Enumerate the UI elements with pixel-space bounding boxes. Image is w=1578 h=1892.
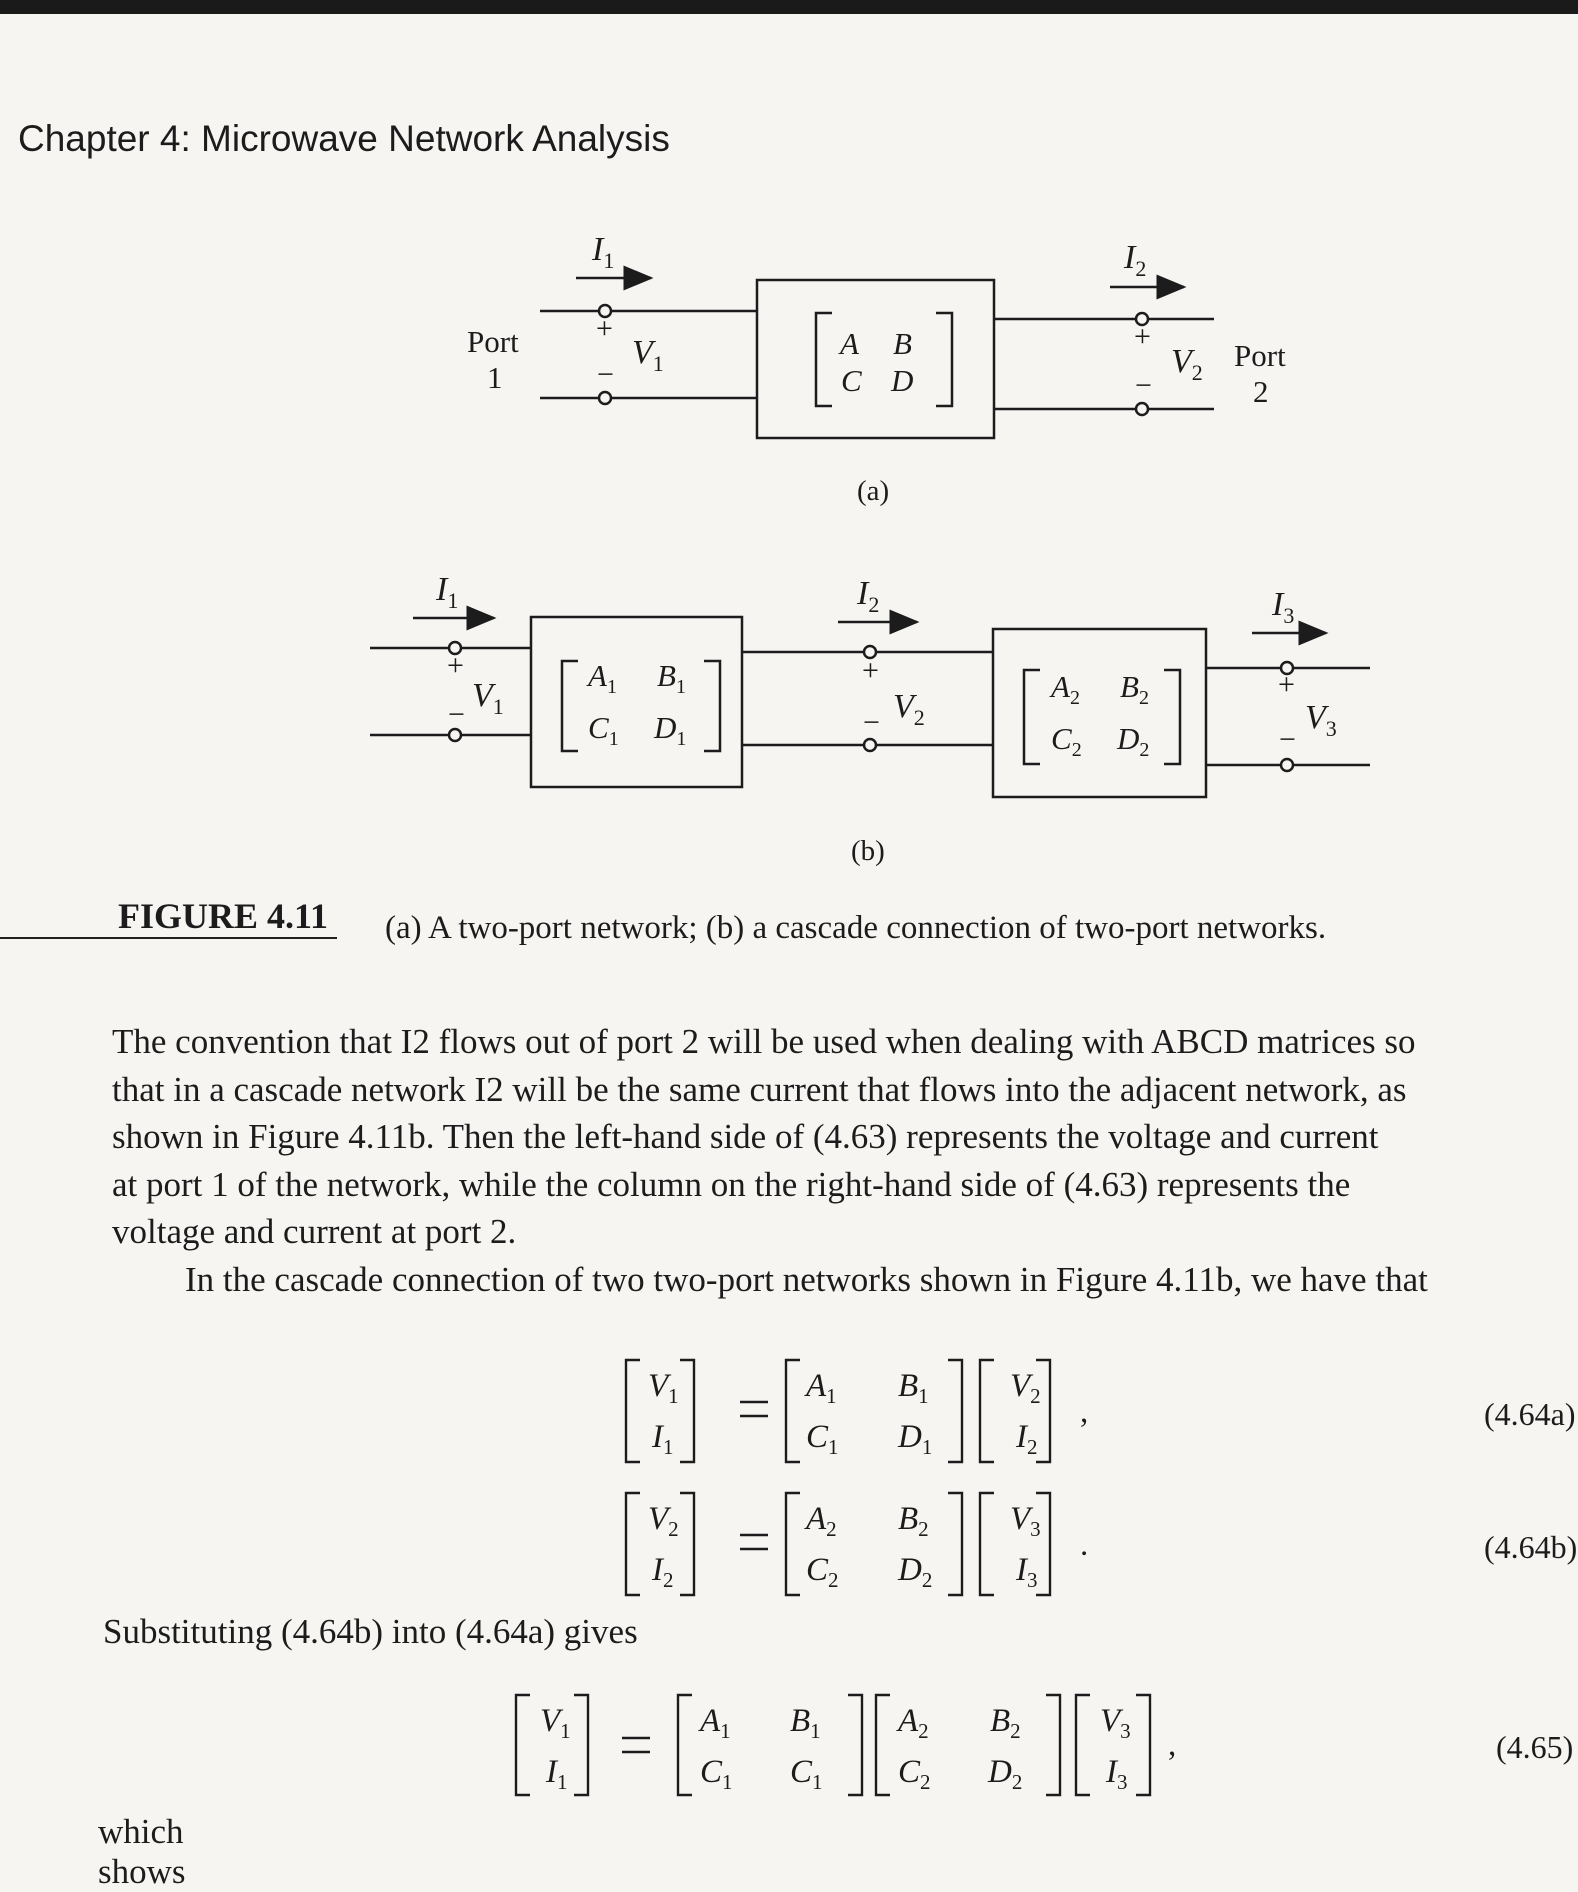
figure-b-matrix1-C: $C_1$ [588,710,619,750]
paragraph-1-line-1: The convention that I2 flows out of port 2 will be used when dealing with ABCD matrices so [112,1022,1416,1061]
figure-caption-text: (a) A two-port network; (b) a cascade connection of two-port networks. [385,910,1327,946]
figure-b-I1: $I_1$ [436,571,459,613]
figure-a-I2: $I_2$ [1124,239,1147,281]
figure-b-plus-2: + [862,654,879,687]
svg-text:V2: $V_2$ [648,1501,679,1541]
body-text [112,1018,1578,1303]
figure-b-matrix1-D: $D_1$ [654,710,687,750]
figure-b-V3: $V_3$ [1305,699,1337,741]
figure-b-matrix2-B: $B_2$ [1120,669,1149,709]
svg-text:C1: $C_1$ [790,1754,823,1794]
figure-a-port1-line1: Port [467,324,519,359]
svg-text:V3: $V_3$ [1010,1501,1041,1541]
figure-b-minus-1: − [448,698,465,731]
svg-text:V1: $V_1$ [648,1368,679,1408]
svg-text:C1: $C_1$ [700,1754,733,1794]
figure-a-minus-1: − [597,358,614,391]
svg-text:I3: $I_3$ [1016,1552,1038,1592]
figure-a-port2-line2: 2 [1253,374,1269,409]
figure-a-matrix-C: C [841,363,862,398]
equation-4-64a-label: (4.64a) [1484,1396,1576,1432]
svg-text:B1: $B_1$ [790,1703,821,1743]
equation-4-64a [0,1350,1578,1480]
figure-b-labels [435,571,1337,867]
figure-a-plus-1: + [596,312,613,345]
svg-text:I2: $I_2$ [1016,1419,1038,1459]
svg-text:V2: $V_2$ [1010,1368,1041,1408]
figure-a-I1: $I_1$ [592,231,615,273]
figure-b-I3: $I_3$ [1272,586,1295,628]
svg-text:A1: $A_1$ [700,1703,731,1743]
svg-text:C2: $C_2$ [806,1552,839,1592]
chapter-header: Chapter 4: Microwave Network Analysis [18,118,670,159]
paragraph-1-line-2: that in a cascade network I2 will be the same current that flows into the adjacent network, as [112,1069,1407,1109]
figure-a-port1-line2: 1 [487,360,503,395]
figure-a-V2: $V_2$ [1171,343,1203,385]
paragraph-1-line-4: at port 1 of the network, while the column on the right-hand side of (4.63) represents the [112,1164,1351,1204]
svg-text:A1: $A_1$ [806,1368,837,1408]
svg-text:A2: $A_2$ [806,1501,837,1541]
figure-a-matrix-D: D [891,363,914,398]
svg-text:V3: $V_3$ [1100,1703,1131,1743]
figure-caption-label: FIGURE 4.11 [118,896,329,936]
substituting-sentence: Substituting (4.64b) into (4.64a) gives [103,1612,638,1651]
svg-text:D1: $D_1$ [898,1419,933,1459]
equation-4-64b-trail: . [1080,1527,1089,1563]
figure-b-I2: $I_2$ [857,575,880,617]
caption-rule [0,937,337,939]
svg-text:B1: $B_1$ [898,1368,929,1408]
figure-a-matrix-A: A [840,326,859,361]
svg-text:I3: $I_3$ [1106,1754,1128,1794]
figure-a-matrix-B: B [893,326,912,361]
svg-text:A2: $A_2$ [898,1703,929,1743]
figure-a-port2-line1: Port [1234,338,1286,373]
equation-4-65 [0,1683,1578,1813]
equation-4-64a-trail: , [1080,1394,1089,1430]
scan-top-edge [0,0,1578,14]
figure-b-label: (b) [851,835,885,867]
figure-a-V1: $V_1$ [632,334,664,376]
svg-text:B2: $B_2$ [898,1501,929,1541]
svg-text:B2: $B_2$ [990,1703,1021,1743]
figure-b-matrix1-A: $A_1$ [588,658,617,698]
figure-a-label: (a) [857,475,890,507]
figure-b-matrix2-A: $A_2$ [1051,669,1080,709]
figure-b-matrix2-D: $D_2$ [1117,721,1150,761]
figure-b-V2: $V_2$ [893,688,925,730]
equation-4-65-trail: , [1168,1727,1177,1763]
figure-b-matrix1-B: $B_1$ [657,658,686,698]
svg-text:C2: $C_2$ [898,1754,931,1794]
figure-b-matrix2-C: $C_2$ [1051,721,1082,761]
paragraph-1-line-3: shown in Figure 4.11b. Then the left-hand side of (4.63) represents the voltage and current [112,1117,1379,1156]
equation-4-64b [0,1483,1578,1613]
paragraph-1-line-5: voltage and current at port 2. [112,1212,517,1251]
figure-b-plus-3: + [1278,668,1295,701]
svg-text:D2: $D_2$ [898,1552,933,1592]
figure-a-labels [467,231,1286,507]
figure-a-plus-2: + [1134,320,1151,353]
equation-4-64b-label: (4.64b) [1484,1529,1578,1565]
cut-off-line: which shows [98,1812,186,1891]
equation-4-65-label: (4.65) [1496,1729,1574,1765]
svg-text:D2: $D_2$ [988,1754,1023,1794]
svg-text:V1: $V_1$ [540,1703,571,1743]
figure-a-minus-2: − [1135,369,1152,402]
svg-text:I1: $I_1$ [546,1754,568,1794]
figure-b-minus-2: − [863,706,880,739]
svg-text:I1: $I_1$ [652,1419,674,1459]
svg-text:C1: $C_1$ [806,1419,839,1459]
figure-4-11 [0,200,1578,890]
paragraph-2: In the cascade connection of two two-port networks shown in Figure 4.11b, we have that [185,1259,1428,1299]
figure-b-V1: $V_1$ [472,677,504,719]
svg-text:I2: $I_2$ [652,1552,674,1592]
figure-b-minus-3: − [1279,723,1296,756]
figure-b-plus-1: + [447,649,464,682]
